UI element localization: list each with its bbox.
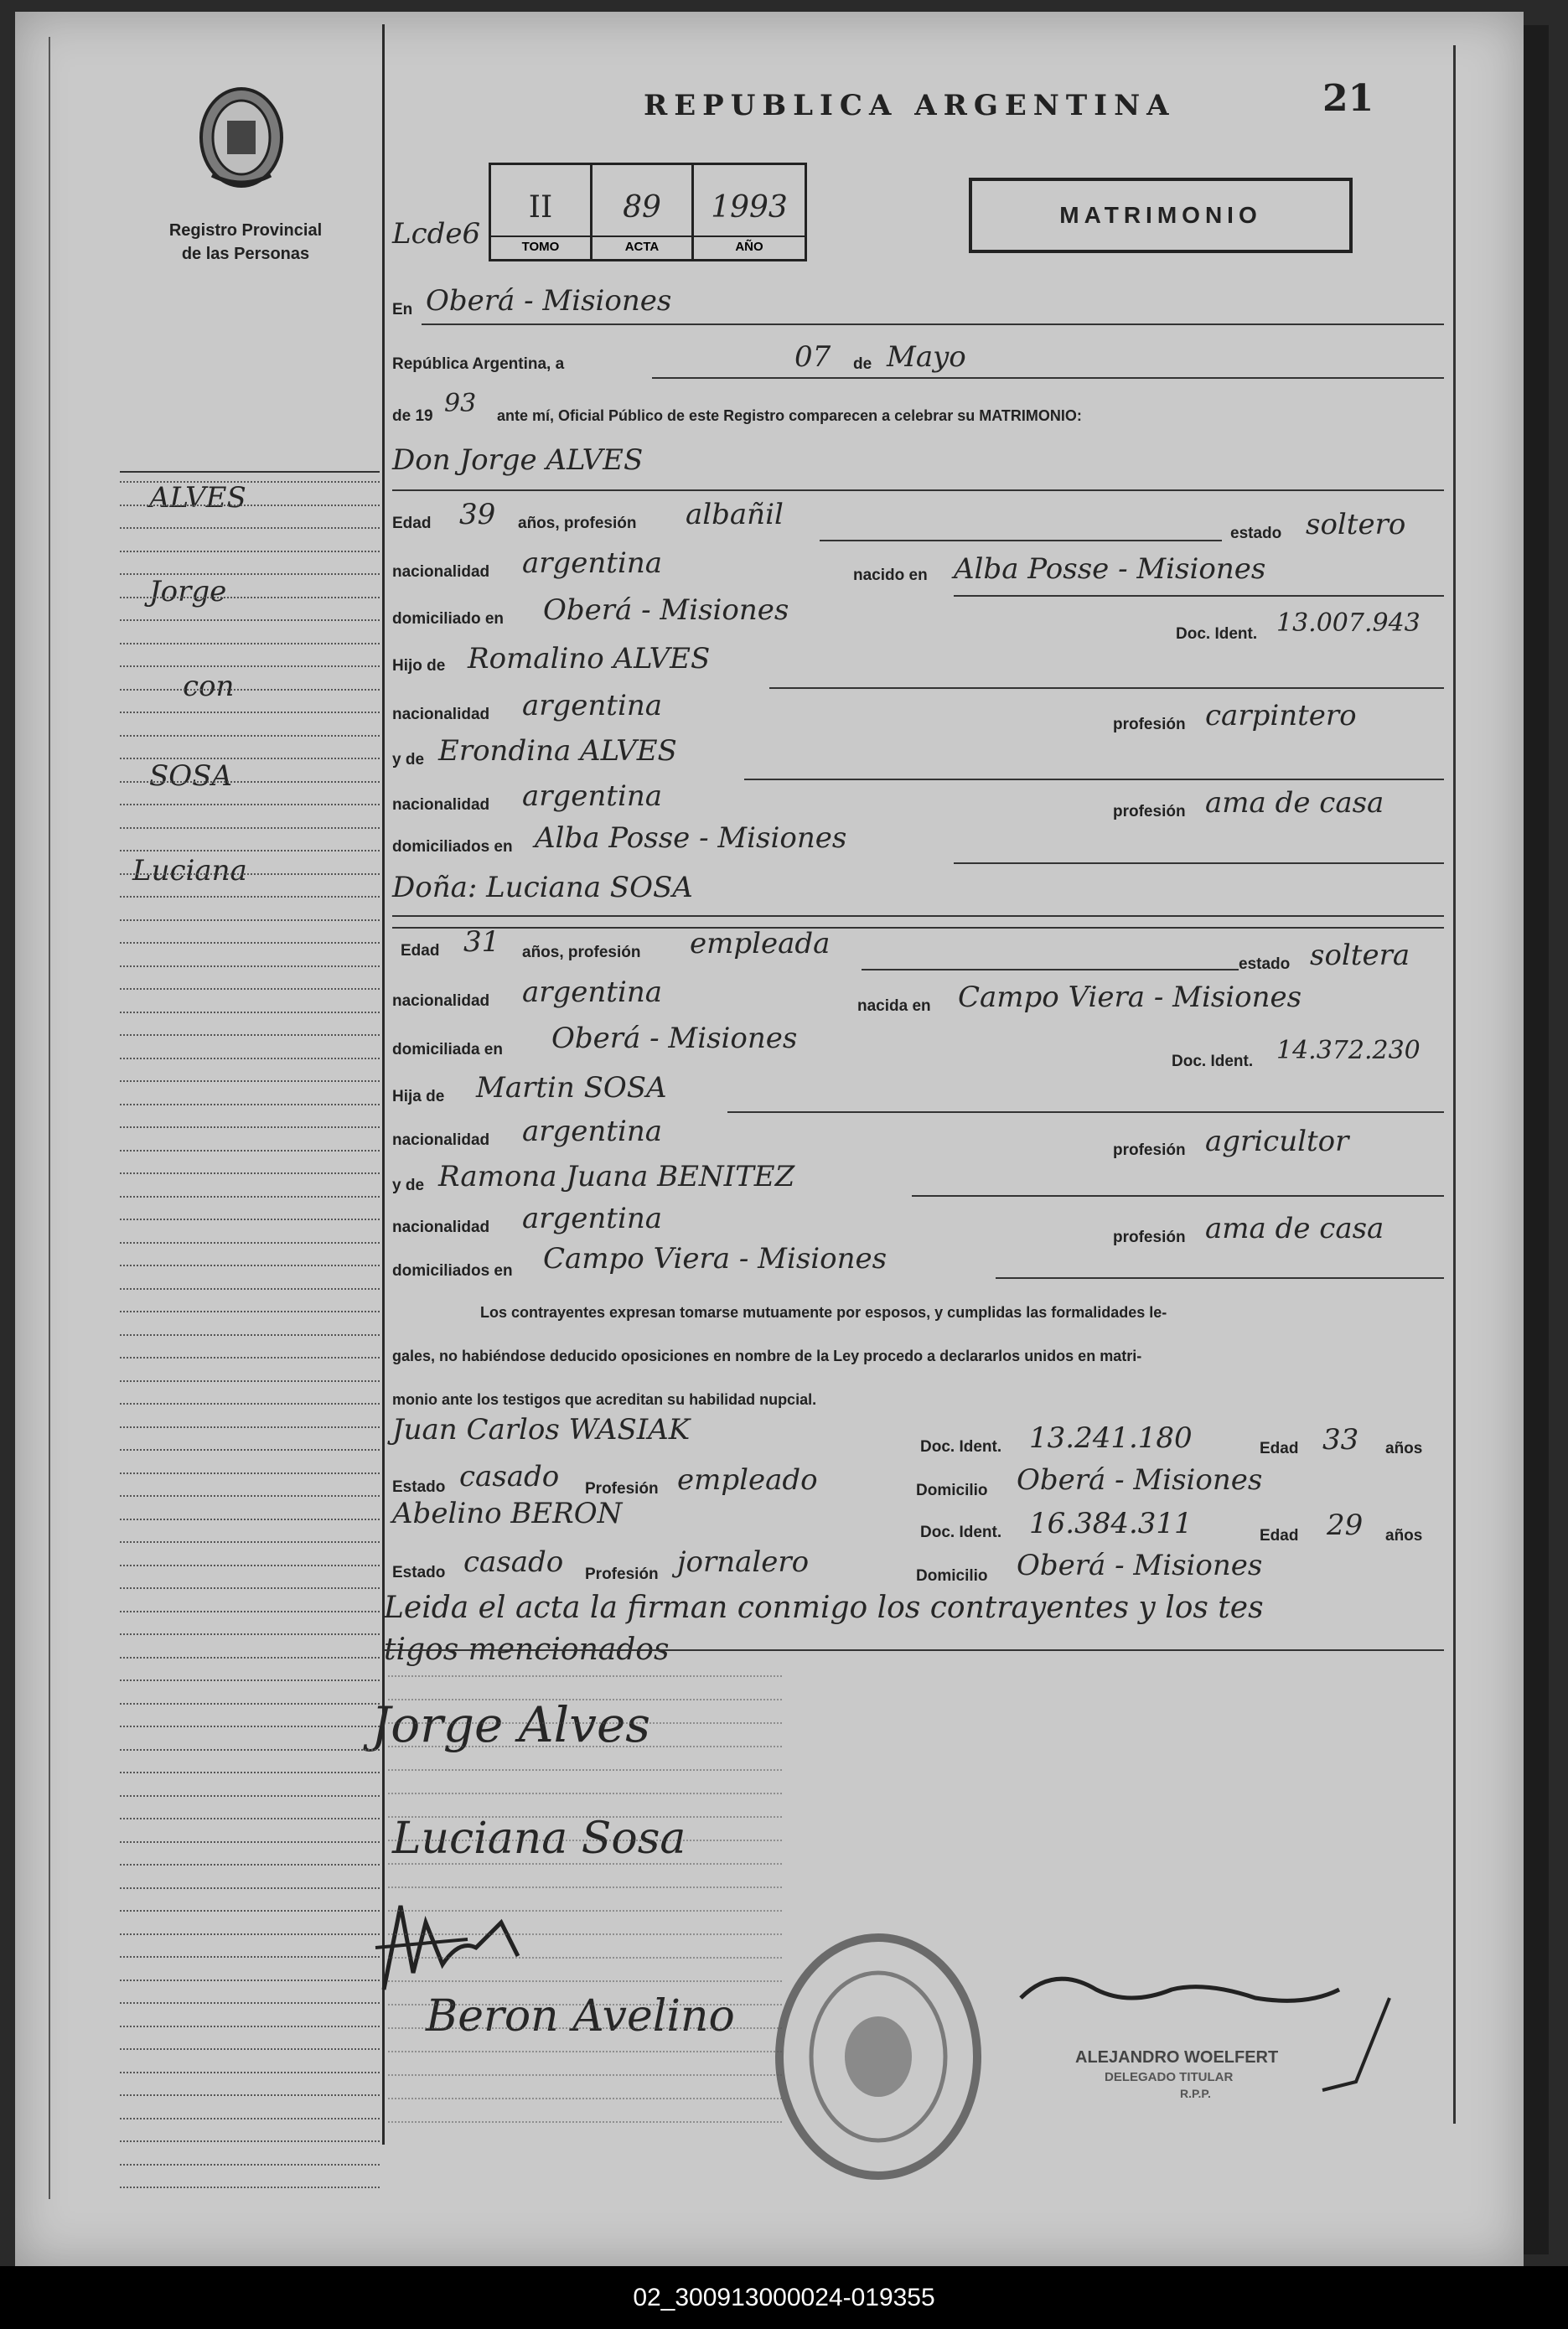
- document-type-title: MATRIMONIO: [969, 178, 1353, 253]
- margin-ruling: [120, 804, 380, 805]
- margin-ruling: [120, 1380, 380, 1382]
- signature-area-ruling: [388, 1793, 782, 1794]
- bride-parents-domicile: Campo Viera - Misiones: [543, 1242, 887, 1276]
- margin-ruling: [120, 1541, 380, 1543]
- margin-ruling: [120, 1726, 380, 1727]
- signature-area-ruling: [388, 2027, 782, 2029]
- witness2-edad-label: Edad: [1260, 1527, 1299, 1545]
- witness1-doc-label: Doc. Ident.: [920, 1438, 1002, 1456]
- bride-parents-dom-label: domiciliados en: [392, 1262, 513, 1280]
- official-stamp-sub: R.P.P.: [1180, 2087, 1211, 2100]
- signature-area-ruling: [388, 1980, 782, 1982]
- ano-cell: [694, 165, 805, 259]
- bride-edad-label: Edad: [401, 942, 440, 960]
- groom-doc: 13.007.943: [1276, 608, 1421, 638]
- rule: [996, 1277, 1444, 1279]
- margin-ruling: [120, 1565, 380, 1566]
- margin-ruling: [120, 965, 380, 967]
- rule: [652, 377, 1444, 379]
- groom-father-label: Hijo de: [392, 657, 446, 675]
- rule: [392, 489, 1444, 491]
- margin-ruling: [120, 1172, 380, 1174]
- right-border: [1453, 45, 1456, 2124]
- witness1-estado-label: Estado: [392, 1478, 446, 1496]
- margin-ruling: [120, 873, 380, 875]
- year-prefix: de 19: [392, 407, 433, 425]
- coat-of-arms-icon: [195, 83, 287, 192]
- margin-ruling: [120, 527, 380, 529]
- margin-ruling: [120, 712, 380, 713]
- witness-signature: Beron Avelino: [426, 1991, 735, 2042]
- margin-ruling: [120, 1449, 380, 1451]
- acta-value: 89: [623, 190, 661, 225]
- margin-ruling: [120, 1426, 380, 1428]
- signature-area-ruling: [388, 2121, 782, 2123]
- scan-id-footer: 02_300913000024-019355: [0, 2266, 1568, 2329]
- margin-ruling: [120, 1841, 380, 1843]
- registry-code: Lcde6: [392, 217, 481, 251]
- margin-ruling: [120, 1519, 380, 1520]
- closing-line-2: tigos mencionados: [384, 1633, 670, 1667]
- margin-ruling: [120, 2002, 380, 2004]
- rule: [912, 1195, 1444, 1197]
- bride-father-prof-label: profesión: [1113, 1141, 1186, 1159]
- groom-doc-label: Doc. Ident.: [1176, 625, 1258, 643]
- margin-ruling: [120, 1472, 380, 1474]
- bride-nationality: argentina: [522, 976, 663, 1009]
- signature-area-ruling: [388, 1769, 782, 1771]
- groom-father: Romalino ALVES: [468, 642, 711, 675]
- bride-father-nac-label: nacionalidad: [392, 1131, 490, 1149]
- signature-area-ruling: [388, 2004, 782, 2006]
- margin-ruling: [120, 850, 380, 851]
- margin-ruling: [120, 2140, 380, 2142]
- rule: [384, 1649, 1444, 1651]
- margin-ruling: [120, 827, 380, 829]
- margin-ruling: [120, 1818, 380, 1819]
- groom-domicile: Oberá - Misiones: [543, 593, 789, 627]
- witness2-domicilio-label: Domicilio: [916, 1567, 988, 1585]
- tomo-value: II: [528, 190, 553, 225]
- margin-ruling: [120, 896, 380, 898]
- bride-estado-label: estado: [1239, 955, 1291, 973]
- rule: [392, 915, 1444, 917]
- declaration-line-1: Los contrayentes expresan tomarse mutuamente por esposos, y cumplidas las formalidades le-: [480, 1304, 1167, 1321]
- witness1-name: Juan Carlos WASIAK: [392, 1413, 691, 1447]
- column-divider: [382, 24, 385, 2145]
- bride-domicile: Oberá - Misiones: [551, 1022, 798, 1055]
- margin-ruling: [120, 551, 380, 552]
- rule: [769, 687, 1444, 689]
- witness2-doc-label: Doc. Ident.: [920, 1524, 1002, 1541]
- margin-surname-2: SOSA: [149, 759, 233, 793]
- witness2-profesion-label: Profesión: [585, 1566, 659, 1583]
- margin-ruling: [120, 758, 380, 759]
- bride-mother-nac-label: nacionalidad: [392, 1219, 490, 1236]
- de-label: de: [853, 355, 872, 373]
- margin-name-1: Jorge: [149, 575, 227, 608]
- rule: [954, 862, 1444, 864]
- signature-area-ruling: [388, 1699, 782, 1700]
- signature-area-ruling: [388, 1933, 782, 1935]
- rule: [727, 1111, 1444, 1113]
- rule: [820, 540, 1222, 541]
- groom-father-nac-label: nacionalidad: [392, 706, 490, 723]
- ante-text: ante mí, Oficial Público de este Registro comparecen a celebrar su MATRIMONIO:: [497, 407, 1082, 424]
- witness1-domicile: Oberá - Misiones: [1017, 1463, 1263, 1497]
- signature-area-ruling: [388, 1816, 782, 1818]
- margin-ruling: [120, 1080, 380, 1082]
- bride-civil-status: soltera: [1310, 939, 1410, 972]
- margin-ruling: [120, 1611, 380, 1612]
- rule: [954, 595, 1444, 597]
- witness1-anos-label: años: [1385, 1440, 1423, 1457]
- witness2-profession: jornalero: [677, 1545, 810, 1579]
- page-number: 21: [1322, 77, 1374, 120]
- margin-ruling: [120, 1219, 380, 1220]
- bride-mother: Ramona Juana BENITEZ: [438, 1160, 795, 1193]
- signature-area-ruling: [388, 1886, 782, 1888]
- witness1-profesion-label: Profesión: [585, 1480, 659, 1498]
- margin-ruling: [120, 2048, 380, 2050]
- margin-surname-1: ALVES: [149, 481, 246, 515]
- margin-ruling: [120, 1311, 380, 1312]
- rule: [422, 323, 1444, 325]
- groom-mother-label: y de: [392, 751, 425, 769]
- en-label: En: [392, 301, 413, 318]
- groom-mother-nac-label: nacionalidad: [392, 796, 490, 814]
- groom-signature: Jorge Alves: [371, 1696, 651, 1753]
- bride-nac-label: nacionalidad: [392, 992, 490, 1010]
- groom-title-name: Don Jorge ALVES: [392, 443, 644, 477]
- month-value: Mayo: [887, 340, 966, 374]
- rule: [392, 927, 1444, 929]
- groom-parents-domicile: Alba Posse - Misiones: [535, 821, 847, 855]
- tomo-cell: [491, 165, 593, 259]
- margin-ruling: [120, 643, 380, 644]
- margin-ruling: [120, 1933, 380, 1935]
- country-title: REPUBLICA ARGENTINA: [644, 89, 1176, 122]
- official-stamp-role: DELEGADO TITULAR: [1105, 2070, 1234, 2084]
- signature-area-ruling: [388, 2098, 782, 2099]
- bride-dom-label: domiciliada en: [392, 1041, 503, 1058]
- margin-ruling: [120, 988, 380, 990]
- signature-area-ruling: [388, 2074, 782, 2076]
- groom-estado-label: estado: [1230, 525, 1282, 542]
- official-seal-icon: [774, 1931, 983, 2182]
- bride-mother-label: y de: [392, 1177, 425, 1194]
- bride-father: Martin SOSA: [476, 1071, 667, 1105]
- margin-ruling: [120, 481, 380, 483]
- margin-ruling: [120, 1864, 380, 1866]
- margin-ruling: [120, 1034, 380, 1036]
- groom-civil-status: soltero: [1306, 508, 1406, 541]
- document-page: [15, 12, 1524, 2266]
- margin-ruling: [120, 573, 380, 575]
- rule: [744, 779, 1444, 780]
- margin-top-rule: [120, 471, 380, 473]
- margin-ruling: [120, 1910, 380, 1912]
- groom-father-prof-label: profesión: [1113, 716, 1186, 733]
- margin-ruling: [120, 1357, 380, 1359]
- witness2-name: Abelino BERON: [392, 1497, 623, 1530]
- margin-ruling: [120, 1703, 380, 1705]
- groom-edad-label: Edad: [392, 515, 432, 532]
- tomo-label: TOMO: [491, 235, 590, 254]
- bride-signature: Luciana Sosa: [392, 1814, 686, 1864]
- margin-ruling: [120, 1012, 380, 1013]
- margin-ruling: [120, 1334, 380, 1336]
- signature-area-ruling: [388, 1746, 782, 1747]
- registry-name-line1: Registro Provincial: [168, 221, 323, 240]
- margin-ruling: [120, 1150, 380, 1152]
- signature-area-ruling: [388, 1910, 782, 1912]
- margin-ruling: [120, 665, 380, 667]
- margin-ruling: [120, 2026, 380, 2027]
- margin-ruling: [120, 1495, 380, 1497]
- groom-father-profession: carpintero: [1205, 699, 1357, 732]
- margin-ruling: [120, 2187, 380, 2188]
- declaration-line-2: gales, no habiéndose deducido oposiciones en nombre de la Ley procedo a declararlos unidos en matri-: [392, 1348, 1142, 1364]
- witness2-estado-label: Estado: [392, 1564, 446, 1581]
- closing-line-1: Leida el acta la firman conmigo los contrayentes y los tes: [384, 1591, 1264, 1625]
- official-stamp-name: ALEJANDRO WOELFERT: [1075, 2048, 1279, 2067]
- margin-ruling: [120, 1633, 380, 1635]
- margin-ruling: [120, 2118, 380, 2119]
- margin-ruling: [120, 1058, 380, 1059]
- margin-ruling: [120, 1242, 380, 1244]
- margin-ruling: [120, 1679, 380, 1681]
- bride-father-profession: agricultor: [1205, 1125, 1349, 1158]
- bride-father-label: Hija de: [392, 1088, 445, 1105]
- bride-birthplace: Campo Viera - Misiones: [958, 981, 1302, 1014]
- witness1-profession: empleado: [677, 1463, 818, 1497]
- signature-area-ruling: [388, 1675, 782, 1677]
- binding-edge: [1524, 25, 1549, 2254]
- margin-ruling: [120, 505, 380, 506]
- groom-nac-label: nacionalidad: [392, 563, 490, 581]
- bride-doc: 14.372.230: [1276, 1036, 1421, 1065]
- acta-cell: [593, 165, 694, 259]
- margin-ruling: [120, 1772, 380, 1773]
- groom-born-label: nacido en: [853, 567, 928, 584]
- margin-ruling: [120, 919, 380, 921]
- groom-mother-nationality: argentina: [522, 779, 663, 813]
- bride-doc-label: Doc. Ident.: [1172, 1053, 1254, 1070]
- margin-ruling: [120, 1265, 380, 1266]
- bride-age: 31: [463, 925, 500, 959]
- signature-area-ruling: [388, 2051, 782, 2052]
- groom-nationality: argentina: [522, 546, 663, 580]
- ano-label: AÑO: [694, 235, 805, 254]
- bride-mother-prof-label: profesión: [1113, 1229, 1186, 1246]
- official-signature-icon: [1004, 1956, 1423, 2128]
- bride-mother-profession: ama de casa: [1205, 1212, 1384, 1245]
- left-edge: [49, 37, 50, 2199]
- groom-profesion-label: años, profesión: [518, 515, 637, 532]
- groom-profession: albañil: [686, 498, 784, 531]
- witness2-domicile: Oberá - Misiones: [1017, 1549, 1263, 1582]
- declaration-line-3: monio ante los testigos que acreditan su habilidad nupcial.: [392, 1391, 817, 1408]
- margin-ruling: [120, 1196, 380, 1198]
- record-reference-box: [489, 163, 807, 261]
- bride-title-name: Doña: Luciana SOSA: [392, 871, 693, 904]
- republic-label: República Argentina, a: [392, 355, 565, 373]
- margin-ruling: [120, 689, 380, 691]
- year-suffix: 93: [444, 389, 477, 418]
- signature-area-ruling: [388, 1957, 782, 1959]
- margin-ruling: [120, 735, 380, 737]
- margin-ruling: [120, 1587, 380, 1589]
- margin-ruling: [120, 1403, 380, 1405]
- witness2-status: casado: [463, 1545, 564, 1579]
- margin-ruling: [120, 1104, 380, 1105]
- day-value: 07: [794, 340, 831, 374]
- margin-ruling: [120, 2094, 380, 2096]
- groom-mother: Erondina ALVES: [438, 734, 677, 768]
- acta-label: ACTA: [593, 235, 691, 254]
- margin-ruling: [120, 942, 380, 944]
- margin-ruling: [120, 2164, 380, 2166]
- witness1-edad-label: Edad: [1260, 1440, 1299, 1457]
- witness2-doc: 16.384.311: [1029, 1507, 1193, 1540]
- groom-dom-label: domiciliado en: [392, 610, 505, 628]
- margin-ruling: [120, 1887, 380, 1889]
- witness2-anos-label: años: [1385, 1527, 1423, 1545]
- margin-ruling: [120, 1956, 380, 1958]
- rule: [862, 969, 1239, 970]
- bride-profesion-label: años, profesión: [522, 944, 641, 961]
- margin-ruling: [120, 619, 380, 621]
- groom-mother-profession: ama de casa: [1205, 786, 1384, 820]
- margin-ruling: [120, 1749, 380, 1751]
- groom-age: 39: [459, 498, 496, 531]
- bride-mother-nationality: argentina: [522, 1202, 663, 1235]
- signature-area-ruling: [388, 1863, 782, 1865]
- groom-parents-dom-label: domiciliados en: [392, 838, 513, 856]
- margin-ruling: [120, 1795, 380, 1797]
- registry-name-line2: de las Personas: [181, 245, 310, 263]
- bride-profession: empleada: [690, 927, 831, 960]
- signature-area-ruling: [388, 1722, 782, 1724]
- witness1-status: casado: [459, 1460, 560, 1493]
- margin-ruling: [120, 1126, 380, 1128]
- ano-value: 1993: [711, 190, 788, 225]
- witness1-domicilio-label: Domicilio: [916, 1482, 988, 1499]
- margin-name-2: Luciana: [132, 854, 247, 888]
- bride-father-nationality: argentina: [522, 1115, 663, 1148]
- place-value: Oberá - Misiones: [426, 284, 672, 318]
- margin-ruling: [120, 781, 380, 783]
- groom-mother-prof-label: profesión: [1113, 803, 1186, 820]
- signature-area-ruling: [388, 1840, 782, 1841]
- bride-born-label: nacida en: [857, 997, 931, 1015]
- margin-ruling: [120, 1288, 380, 1290]
- margin-ruling: [120, 1980, 380, 1981]
- margin-connector: con: [183, 670, 235, 703]
- witness2-age: 29: [1327, 1509, 1364, 1542]
- margin-ruling: [120, 2072, 380, 2073]
- margin-ruling: [120, 597, 380, 598]
- margin-ruling: [120, 1657, 380, 1659]
- groom-father-nationality: argentina: [522, 689, 663, 722]
- groom-birthplace: Alba Posse - Misiones: [954, 552, 1266, 586]
- witness1-age: 33: [1322, 1423, 1359, 1457]
- witness1-doc: 13.241.180: [1029, 1421, 1193, 1455]
